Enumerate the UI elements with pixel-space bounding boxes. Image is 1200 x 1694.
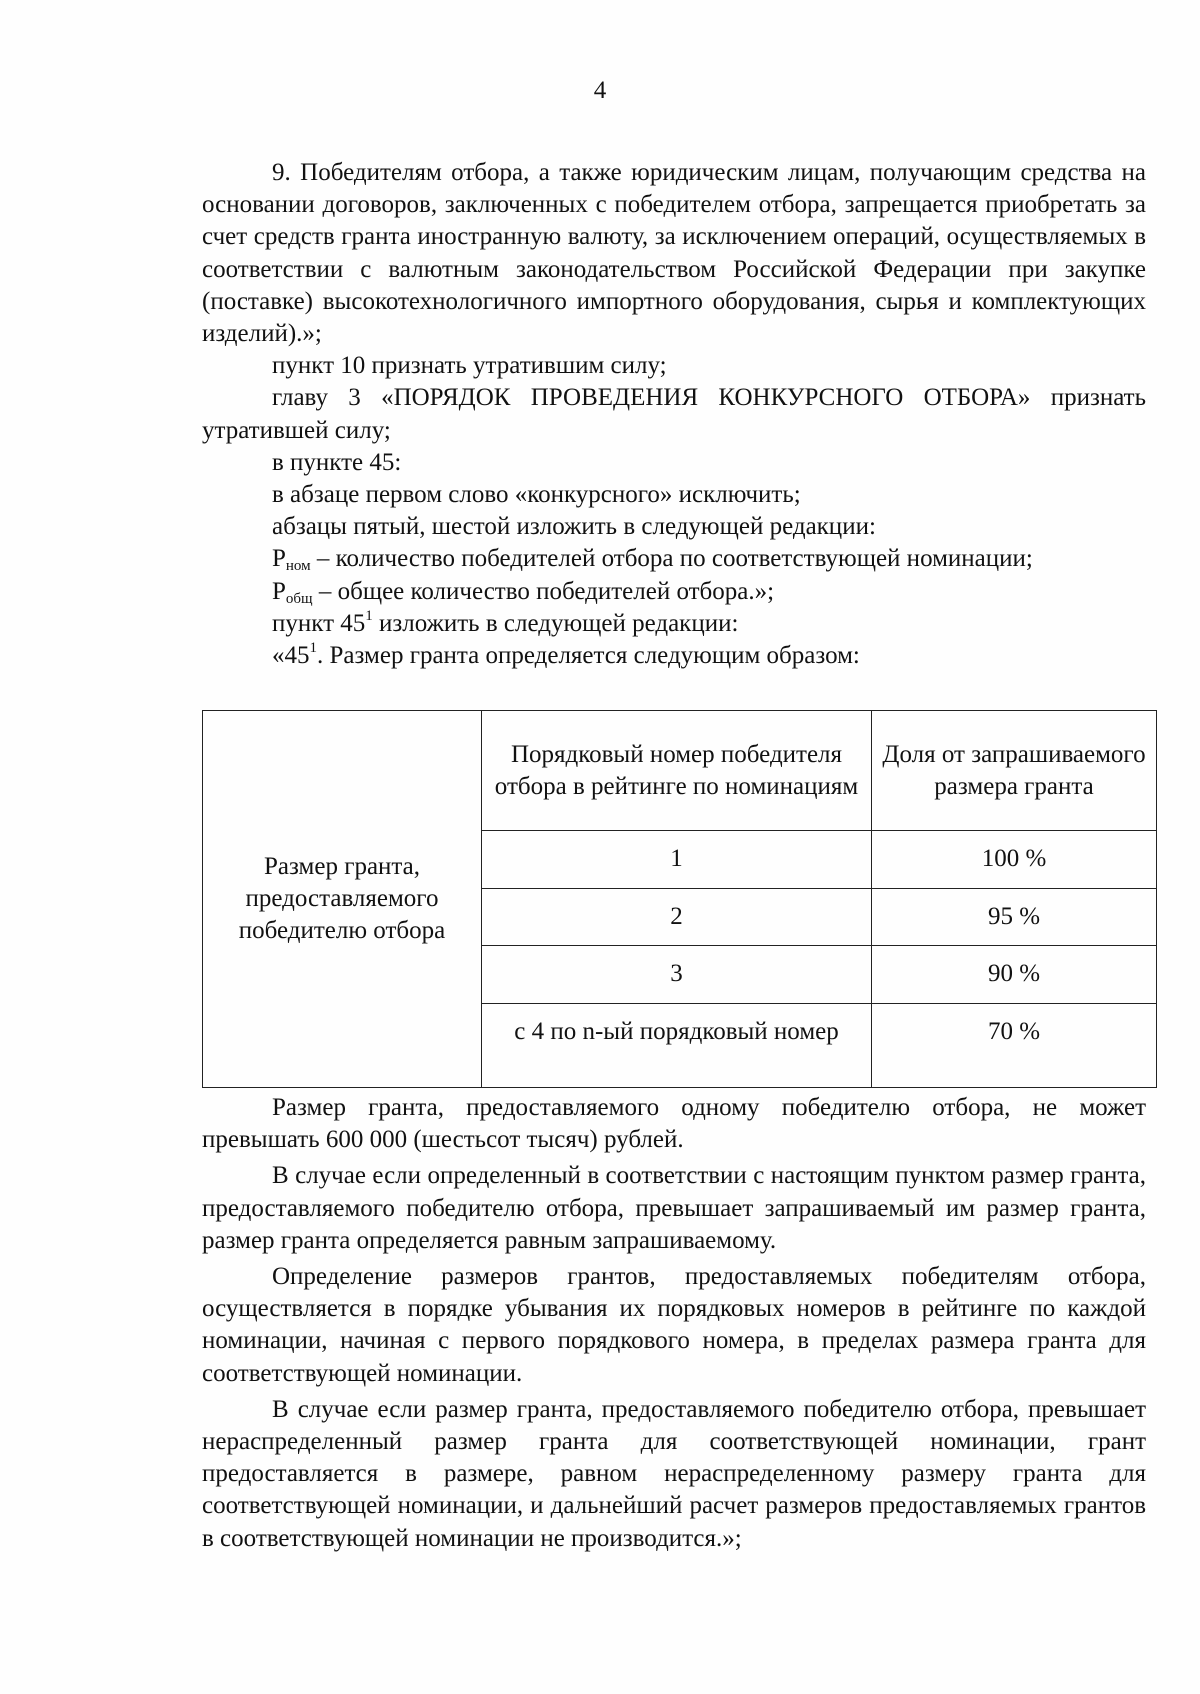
text-block-top <box>202 157 1146 672</box>
table-cell-rank: 1 <box>482 831 872 889</box>
paragraph-first-abzac: в абзаце первом слово «конкурсного» исключить; <box>272 481 801 509</box>
page-number: 4 <box>593 77 607 104</box>
paragraph-abzacy-5-6: абзацы пятый, шестой изложить в следующей редакции: <box>272 513 876 541</box>
table-cell-share: 70 % <box>872 1004 1157 1088</box>
table-cell-share: 95 % <box>872 888 1157 946</box>
text-part: изложить в следующей редакции: <box>372 609 739 637</box>
paragraph-item-45: в пункте 45: <box>272 448 402 476</box>
superscript: 1 <box>309 640 317 657</box>
paragraph-grant-undistributed: В случае если размер гранта, предоставляемого победителю отбора, превышает нераспределенный размер гранта для соответствующей номинации, грант предоставляется в размере, равном нераспределенному размеру гранта для соответствующей номинации, и дальнейший расчет размеров предоставляемых грантов в соответствующей номинации не производится.»; <box>202 1395 1146 1552</box>
text-part: «45 <box>272 642 310 670</box>
formula-definition: – количество победителей отбора по соответствующей номинации; <box>310 545 1033 573</box>
formula-subscript: ном <box>285 558 311 575</box>
table-cell-rank: 2 <box>482 888 872 946</box>
paragraph-item-45-1-text <box>202 640 1146 672</box>
grant-share-table <box>202 710 1157 1088</box>
table-cell-rank: с 4 по n-ый порядковый номер <box>482 1004 872 1088</box>
formula-subscript: общ <box>285 590 313 607</box>
paragraph-item-10-repeal: пункт 10 признать утратившим силу; <box>272 352 667 380</box>
table-cell-rank: 3 <box>482 946 872 1004</box>
formula-var: P <box>272 577 286 605</box>
paragraph-grant-exceeds-request: В случае если определенный в соответствии с настоящим пунктом размер гранта, предоставляемого победителю отбора, превышает запрашиваемый им размер гранта, размер гранта определяется равным запрашиваемому. <box>202 1162 1146 1254</box>
text-block-bottom <box>202 1092 1146 1555</box>
table-left-label: Размер гранта, предоставляемого победителю отбора <box>203 711 482 1088</box>
formula-definition: – общее количество победителей отбора.»; <box>312 577 775 605</box>
table-header-row <box>203 711 1157 831</box>
table-cell-share: 90 % <box>872 946 1157 1004</box>
formula-var: P <box>272 545 286 573</box>
table-header-share: Доля от запрашиваемого размера гранта <box>872 711 1157 831</box>
paragraph-item-9: 9. Победителям отбора, а также юридическим лицам, получающим средства на основании договоров, заключенных с победителем отбора, запрещается приобретать за счет средств гранта иностранную валюту, за исключением операций, осуществляемых в соответствии с валютным законодательством Российской Федерации при закупке (поставке) высокотехнологичного импортного оборудования, сырья и комплектующих изделий).»; <box>202 159 1146 348</box>
paragraph-item-45-1 <box>202 608 1146 640</box>
text-part: пункт 45 <box>272 609 366 637</box>
paragraph-chapter-3-repeal: главу 3 «ПОРЯДОК ПРОВЕДЕНИЯ КОНКУРСНОГО ОТБОРА» признать утратившей силу; <box>202 384 1146 444</box>
paragraph-grant-order: Определение размеров грантов, предоставляемых победителям отбора, осуществляется в порядке убывания их порядковых номеров в рейтинге по каждой номинации, начиная с первого порядкового номера, в пределах размера гранта для соответствующей номинации. <box>202 1263 1146 1387</box>
formula-p-nom <box>202 543 1146 575</box>
paragraph-grant-limit: Размер гранта, предоставляемого одному победителю отбора, не может превышать 600 000 (шестьсот тысяч) рублей. <box>202 1094 1146 1154</box>
formula-p-obsch <box>202 576 1146 608</box>
text-part: . Размер гранта определяется следующим образом: <box>317 642 860 670</box>
table-cell-share: 100 % <box>872 831 1157 889</box>
table-header-rank: Порядковый номер победителя отбора в рейтинге по номинациям <box>482 711 872 831</box>
superscript: 1 <box>365 607 373 624</box>
